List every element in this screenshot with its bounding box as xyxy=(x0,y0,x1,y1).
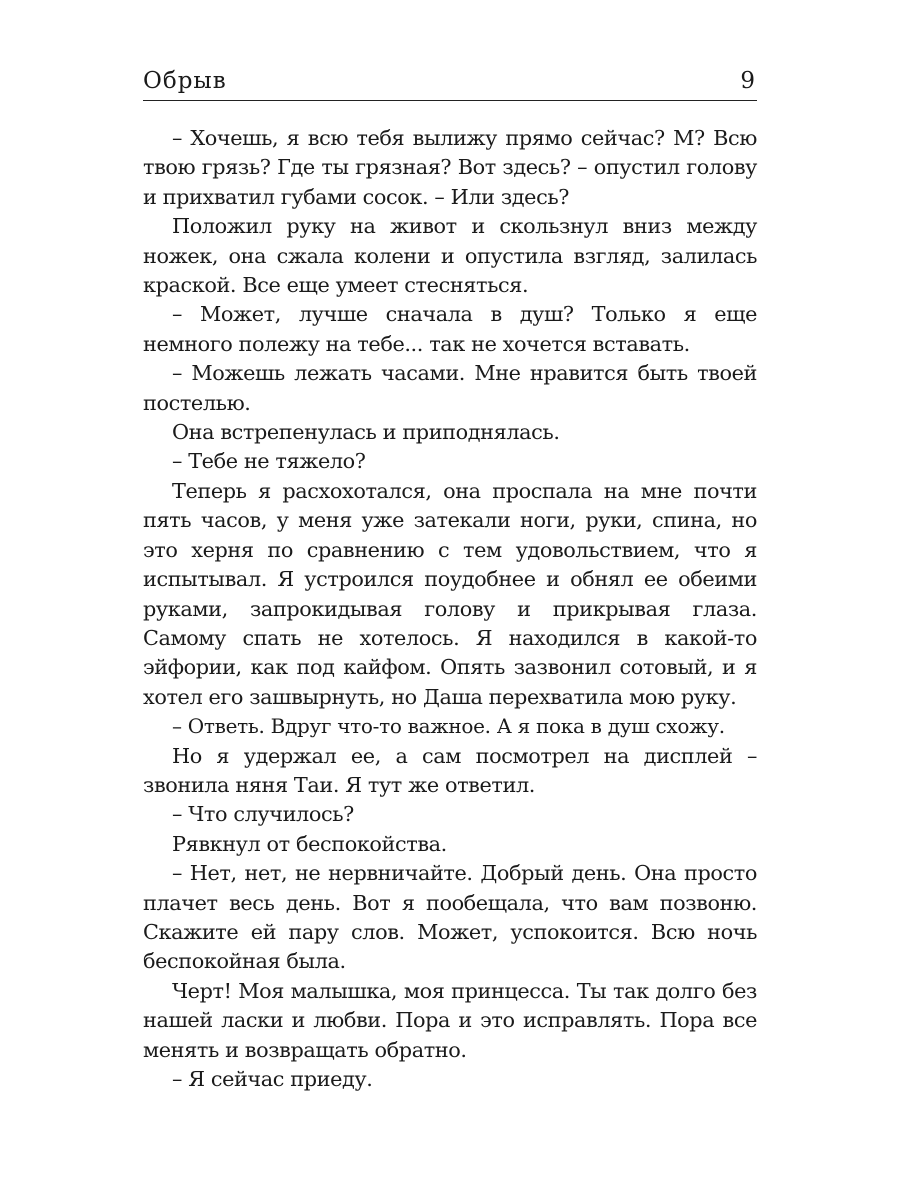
paragraph: Но я удержал ее, а сам посмотрел на дисплей – звонила няня Таи. Я тут же ответил. xyxy=(143,743,757,797)
paragraph: – Может, лучше сначала в душ? Только я еще немного полежу на тебе... так не хочется вставать. xyxy=(143,302,757,356)
paragraph: Она встрепенулась и приподнялась. xyxy=(172,420,560,445)
paragraph: – Хочешь, я всю тебя вылижу прямо сейчас? М? Всю твою грязь? Где ты грязная? Вот здесь? – опустил голову и прихватил губами сосок. – Или здесь? xyxy=(143,126,757,209)
paragraph: Черт! Моя малышка, моя принцесса. Ты так долго без нашей ласки и любви. Пора и это исправлять. Пора все менять и возвращать обратно. xyxy=(143,978,757,1062)
paragraph: – Ответь. Вдруг что-то важное. А я пока в душ схожу. xyxy=(172,714,725,739)
paragraph: Рявкнул от беспокойства. xyxy=(172,831,447,856)
body-text xyxy=(143,124,757,1094)
page-number: 9 xyxy=(740,68,755,94)
paragraph: – Тебе не тяжело? xyxy=(172,449,366,474)
paragraph: – Я сейчас приеду. xyxy=(172,1067,373,1091)
paragraph: – Что случилось? xyxy=(172,802,354,827)
book-title: Обрыв xyxy=(143,68,227,94)
paragraph: – Можешь лежать часами. Мне нравится быть твоей постелью. xyxy=(143,361,757,415)
paragraph: Положил руку на живот и скользнул вниз между ножек, она сжала колени и опустила взгляд, залилась краской. Все еще умеет стесняться. xyxy=(143,214,757,298)
paragraph: – Нет, нет, не нервничайте. Добрый день. Она просто плачет весь день. Вот я пообещала, что вам позвоню. Скажите ей пару слов. Может, успокоится. Всю ночь беспокойная была. xyxy=(143,861,757,974)
running-header xyxy=(143,64,757,101)
paragraph: Теперь я расхохотался, она проспала на мне почти пять часов, у меня уже затекали ноги, руки, спина, но это херня по сравнению с тем удовольствием, что я испытывал. Я устроился поудобнее и обнял ее обеими руками, запрокидывая голову и прикрывая глаза. Самому спать не хотелось. Я находился в какой-то эйфории, как под кайфом. Опять зазвонил сотовый, и я хотел его зашвырнуть, но Даша перехватила мою руку. xyxy=(143,478,757,709)
